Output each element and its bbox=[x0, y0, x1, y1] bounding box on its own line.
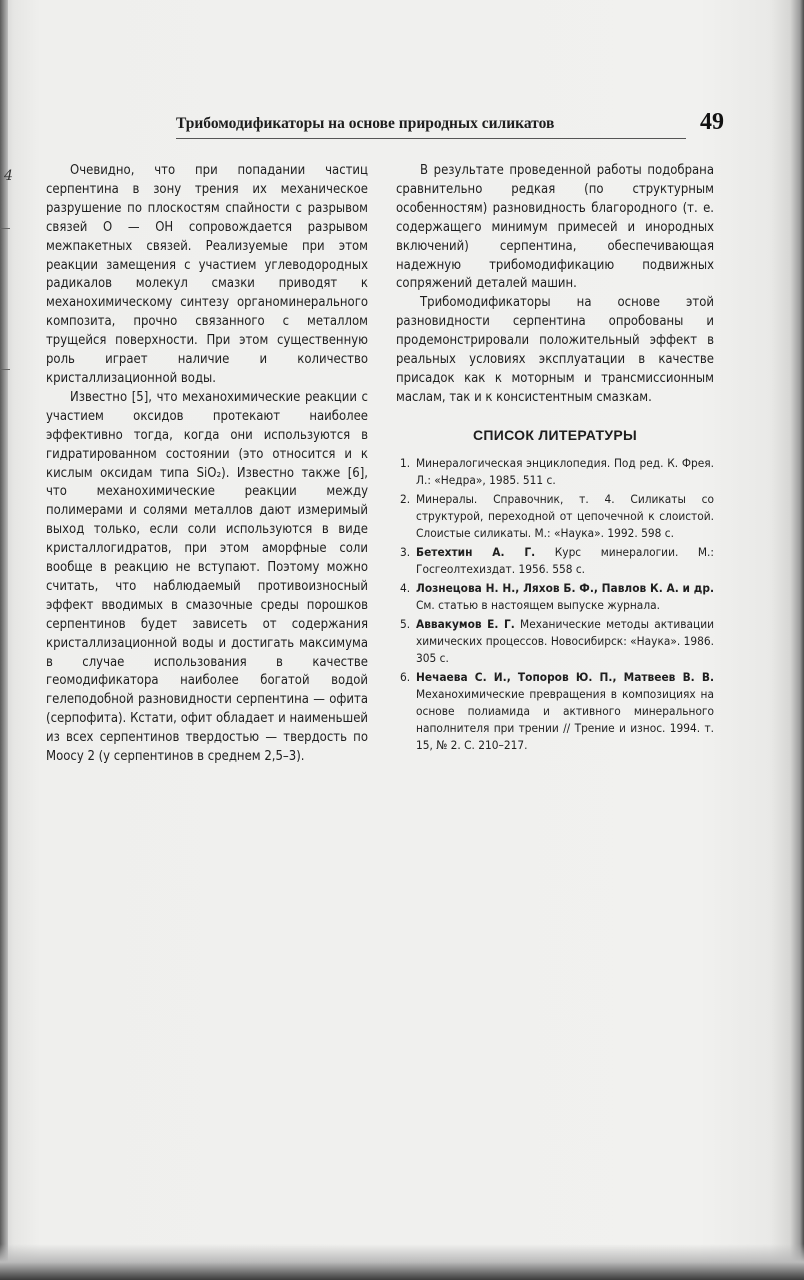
references-list bbox=[396, 455, 714, 754]
running-title: Трибомодификаторы на основе природных силикатов bbox=[176, 115, 555, 132]
reference-number: 2. bbox=[400, 491, 411, 506]
reference-text: Минералогическая энциклопедия. Под ред. К. Фрея. Л.: «Недра», 1985. 511 с. bbox=[416, 455, 714, 487]
reference-item bbox=[396, 616, 714, 667]
reference-authors: Бетехтин А. Г. bbox=[416, 544, 536, 559]
reference-authors: Лознецова Н. Н., Ляхов Б. Ф., Павлов К. А. и др. bbox=[416, 580, 714, 595]
page-header bbox=[176, 109, 736, 138]
reference-text: Механические методы активации химических процессов. Новосибирск: «Наука». 1986. 305 с. bbox=[416, 616, 714, 665]
paragraph: В результате проведенной работы подобрана сравнительно редкая (по структурным особенностям) разновидность благородного (т. е. содержащего минимум примесей и инородных включений) серпентина, обеспечивающая надежную трибомодификацию подвижных сопряжений деталей машин. bbox=[396, 163, 714, 292]
reference-number: 5. bbox=[400, 616, 411, 631]
page-binding-edge bbox=[0, 0, 8, 1280]
paragraph: Очевидно, что при попадании частиц серпентина в зону трения их механическое разрушение по плоскостям спайности с разрывом связей О — ОН сопровождается разрывом межпакетных связей. Реализуемые при этом реакции замещения с участием углеводородных радикалов молекул смазки приводят к механохимическому синтезу органоминерального композита, прочно связанного с металлом трущейся поверхности. При этом существенную роль играет наличие и количество кристаллизационной воды. bbox=[46, 163, 368, 386]
margin-bracket bbox=[0, 228, 10, 370]
reference-text: См. статью в настоящем выпуске журнала. bbox=[416, 597, 660, 612]
reference-text: Курс минералогии. М.: Госгеолтехиздат. 1956. 558 с. bbox=[416, 544, 714, 576]
reference-text: Минералы. Справочник, т. 4. Силикаты со структурой, переходной от цепочечной к слоистой. Слоистые силикаты. М.: «Наука». 1992. 598 с. bbox=[416, 491, 714, 540]
reference-item bbox=[396, 491, 714, 542]
margin-note: 4 bbox=[4, 168, 13, 184]
reference-item bbox=[396, 580, 714, 614]
reference-number: 4. bbox=[400, 580, 411, 595]
reference-number: 6. bbox=[400, 669, 411, 684]
page-number: 49 bbox=[700, 109, 724, 135]
right-column bbox=[396, 162, 714, 756]
reference-item bbox=[396, 455, 714, 489]
header-rule bbox=[176, 138, 686, 139]
reference-authors: Аввакумов Е. Г. bbox=[416, 616, 515, 631]
left-column bbox=[46, 162, 368, 767]
page-bottom-shadow bbox=[0, 1244, 804, 1280]
paragraph: Известно [5], что механохимические реакции с участием оксидов протекают наиболее эффективно тогда, когда они используются в гидратированном состоянии (это относится и к кислым оксидам типа SiO₂). Известно также [6], что механохимические реакции между полимерами и солями металлов дают измеримый выход только, если соли используются в виде кристаллогидратов, при этом аморфные соли вообще в реакцию не вступают. Поэтому можно считать, что наблюдаемый противоизносный эффект вводимых в смазочные среды порошков серпентинов будет зависеть от содержания кристаллизационной воды и достигать максимума в случае использования в качестве геомодификатора наиболее богатой водой гелеподобной разновидности серпентина — офита (серпофита). Кстати, офит обладает и наименьшей из всех серпентинов твердостью — твердость по Моосу 2 (у серпентинов в среднем 2,5–3). bbox=[46, 389, 368, 765]
paragraph: Трибомодификаторы на основе этой разновидности серпентина опробованы и продемонстрировали положительный эффект в реальных условиях эксплуатации в качестве присадок как к моторным и трансмиссионным маслам, так и к консистентным смазкам. bbox=[396, 295, 714, 405]
reference-number: 3. bbox=[400, 544, 411, 559]
reference-item bbox=[396, 669, 714, 754]
reference-number: 1. bbox=[400, 455, 411, 470]
reference-authors: Нечаева С. И., Топоров Ю. П., Матвеев В. В. bbox=[416, 669, 714, 684]
reference-text: Механохимические превращения в композициях на основе полиамида и активного минерального наполнителя при трении // Трение и износ. 1994. т. 15, № 2. С. 210–217. bbox=[416, 686, 714, 752]
references-heading: СПИСОК ЛИТЕРАТУРЫ bbox=[472, 426, 638, 443]
reference-item bbox=[396, 544, 714, 578]
